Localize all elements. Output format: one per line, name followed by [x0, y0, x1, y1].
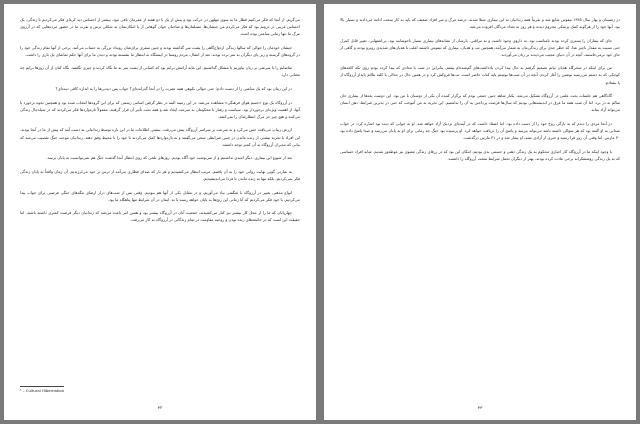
paragraph: انواع مذهبی تغییر در آرزوگاه با شگفتی بیاد می‌آوریم، و در مقابل یکی از آنها هم نبودیم. وقتی پس از شب‌های دراز ارضای تنگه‌های جنگی فرصتی برای خواب پیدا می‌کردیم، با خود فکر می‌کردیم که آیا زمانی این رنج‌ها به پایان خواهد رسید یا نه. ایمان در آن شرایط تنها پناهگاه ما بود. [20, 189, 300, 202]
paragraph: می‌گریم. از آنجا که فکر می‌کنیم قطار ما به سوی مهلهن در حرکت بود و پیش از یک با دو هفته از عمرمان باقی نبود، بیشتر از احساس دید کره‌ای فکر می‌کردیم تا زندگی. یک احساس غریبی در درونم بود که فکر می‌کردم من جیشان‌ها، مسلمان‌ها و صاحبان جوان گوهاتی از یا امکان‌شان به شکلی ترس و نفرت ما در حضور مرده‌هایی که در آرزوی مرگ ما تنها زمانی ساعتی بوده است. [20, 17, 300, 37]
paragraph: چهارپایان که ما را از محل کار بیشتر نیز کنار می‌کشیدند، جمعیت آنان در آرزوگاه بیشتر بود و همین امر باعث می‌شد که زندانیان دیگر فرصت کمتری داشته باشند. اما حقیقت این است که در جامعه‌های زنده بودن و روحیه مقاومت در تمام زندگانی در آرزوگاه به کار می‌رفت. [20, 210, 300, 223]
paragraph: با وجود اینکه ما در آرزوگاه کار اجباری محکوم به یک زندگی ذهنی و جسمی بدی بودیم، امکان این بود که در زرفای زندگی معنوی نیز غوطه‌ور شدیم. شاید افراد حساسی که به یک زندگی روشنفکرانه برخی عادت کرده بودند، بهتر از دیگران تحمل شرایط سخت آرزوگاه را داشتند. [340, 148, 620, 161]
paragraph: در این زمان بود که یک ساعتی را از دست دادم؛ حتی حوالی نکوهی همه عمرت را در آنجا گذرانده‌ای؟ جواب پس دیدنی‌ها را به اندازه کافی دیده‌ای؟ [55, 86, 292, 92]
paragraph: در آرزوگاه یک نوع «جسم هوای فرهنگی» مشاهده می‌شد. در این زمینه البته در نظر گرفتن اسامی رسمی که برای این گروه‌ها انتخاب شده بود و همچنین نحوه برخورد با آنها، از اهمیت ویژه‌ای برخوردار بود. سیاست و رفتار با محکومان به سرعت ایجاد شد و همه تحت تأثیر آن قرار گرفتند. معمولاً تازه‌واردها فکر می‌کردند که در سیاه‌چال زندگی می‌کنند و هیچ چیز جز مرگ انتظارشان را نمی‌کشد. [20, 99, 300, 119]
paragraph: گاه‌گاهی هم جلسات بحث علمی در آرزوگاه تشکیل می‌شد. یکبار شاهد چنین جمعی بودم که برگزار کننده آن یکی از دوستان با من بود. این دوست بعدها از بیماری جان سالم به در برد، اما آن شب همه ما غرق در اندیشه‌هایی بودیم که سال‌ها فرصت پرداختن به آن را نداشتیم. این تجربه به من آموخت که حتی در بدترین شرایط، ذهن انسان می‌تواند آزاد بماند. [340, 93, 620, 113]
paragraph: بعد از شیوع این بیماری، دیگر امیدی نداشتیم و از سرنوشت خود آگاه بودیم. روزهای تلخی که روی انتظار آنجا گذشت جنگ هم نمی‌توانست به پایان برسد. [46, 155, 292, 161]
footnote: ¹ – Cultural Hibernation [20, 388, 65, 393]
paragraph: در آنجا مردی را دیدم که به تازگی روح خود را از دست داده بود. اما اعتقاد داشت که در آینده‌ای نزدیک آزاد خواهد شد. او به خوابی که دیده بود اشاره کرد: در خواب صدایی به او گفته بود که هر سؤالی داشته باشد می‌تواند بپرسد و پاسخ آن را دریافت خواهد کرد. او پرسیده بود جنگ چه زمانی برای او به پایان می‌رسد و صدا پاسخ داده بود ۳۰ مارس. اما وقتی آن روز فرا رسید و خبری از آزادی نشد، او بیمار شد و در ۳۱ مارس درگذشت. [340, 120, 620, 140]
left-page [4, 4, 316, 420]
paragraph: به عبارتی گویی نهایت روانی خود را به آن یافتیم. مرتب انتظار می‌کشیدیم و هر بار که صدای قطاری می‌آمد از ترس بر خود می‌لرزیدیم. آن زمان واقعاً به پایان زندگی فکر نمی‌کردیم، بلکه تنها به زنده ماندن تا فردا می‌اندیشیدیم. [20, 168, 300, 181]
footnote-divider [20, 386, 64, 387]
paragraph: در زمستان و بهار سال ۱۹۴۵ تیفوس شایع شد و تقریباً همه زندانیان به این بیماری مبتلا شدند. درصد مرگ و میر افزاد ضعیف که باید به کار سخت ادامه می‌دادند و بسیار بالا بود. آنها خود را از هرگونه کمک پزشکی محروم دیدند و هر روز به تعداد مردگان افزوده می‌شد. [340, 17, 620, 30]
right-page-text [340, 16, 620, 168]
paragraph: جیشان خودمان را حوالی که سالها زندگی ازدواج‌گاهی را پشت سر گذاشته بودند و چنین سفری برای‌شان رویداد بزرگی به حساب می‌آمد. برخی از آنها تمام زندگی خود را در گروه‌های گرسنه و زیر پای دیگران به سر برده بودند. بعد از انتقال، مردم روستا در ایستگاه به انتظار ما نشسته بودند و دیدن ما برای آنها حکم تماشای یک بازی را داشت. [20, 44, 300, 57]
page-number: ۳۲ [157, 406, 163, 411]
right-page [324, 4, 636, 420]
page-number: ۳۳ [477, 406, 483, 411]
paragraph: من برای اینکه در سحرگاه هذیان نیابم تصمیم گرفتم به حال پیدا کردن یادداشت‌های گم‌شده‌ام بیفتم. بنابراین در شب با مدادی که پیدا کرده بودم روی تکه کاغذهای کوچکی که به دستم می‌رسید نوشتن را آغاز کردم. آنچه در آن شب‌ها نوشتم پایه کتاب حاضر است. تب‌ها فروکش کرد و در همین حال در جدالی با کلیه علائم پایدار آرزوگاه از پا نیفتادم. [340, 65, 620, 85]
paragraph: جای که بیماران را بستری کرده بودند نامناسب بود. نه داروی وجود داشت و نه مراقبی. پارسان از نشانه‌های بیماری بسیار ناخوشایند بود. بی‌اشتهایی، تغییر قابل کنترل حتی نسبت به مقدار ناچیز غذا، که خطر جدی برای زندگی‌مان به شمار می‌آمد، همچنین تب و هذیان. بیماری که تیفوس داشتند اغلب با هذیان‌های شدیدی روبرو بودند و گاهی از جای خود برمی‌خاستند، آنچه در آن دنیای عجیب می‌دیدند بر زبان می‌آوردند. [340, 37, 620, 57]
left-page-text [20, 16, 300, 230]
paragraph: تقاضایم را با سرعتی بر زبان بیاوریم یا مشکل گذاشتیم. این مایه آرامش برایم بود که کسانی از پشت سر به ما نگاه کردند و چیزی نگفتند. نگاه کنان از آن روزها برایم چه معنایی دارد. [20, 65, 300, 78]
paragraph: ارزش زیباپ می‌یافت حس می‌کرد و به سرعت بر سراسر آرزوگاه پیش می‌رفت. بیشتر، اطلاعات ما در این بازه توسط زندانیانی به دست آمد که پیش از ما در آنجا بودند. این افراد با تجربه بیشتر، از زنده ماندن در چنین شرایطی سخن می‌گفتند و به تازه‌واردها کمک می‌کردند تا خود را با محیط وفق دهند. زندانیان موجب جنگ تقصیب می‌شد که بیانی که مدیران آرزوگاه به آن کمتر توجه داشتند. [20, 127, 300, 147]
